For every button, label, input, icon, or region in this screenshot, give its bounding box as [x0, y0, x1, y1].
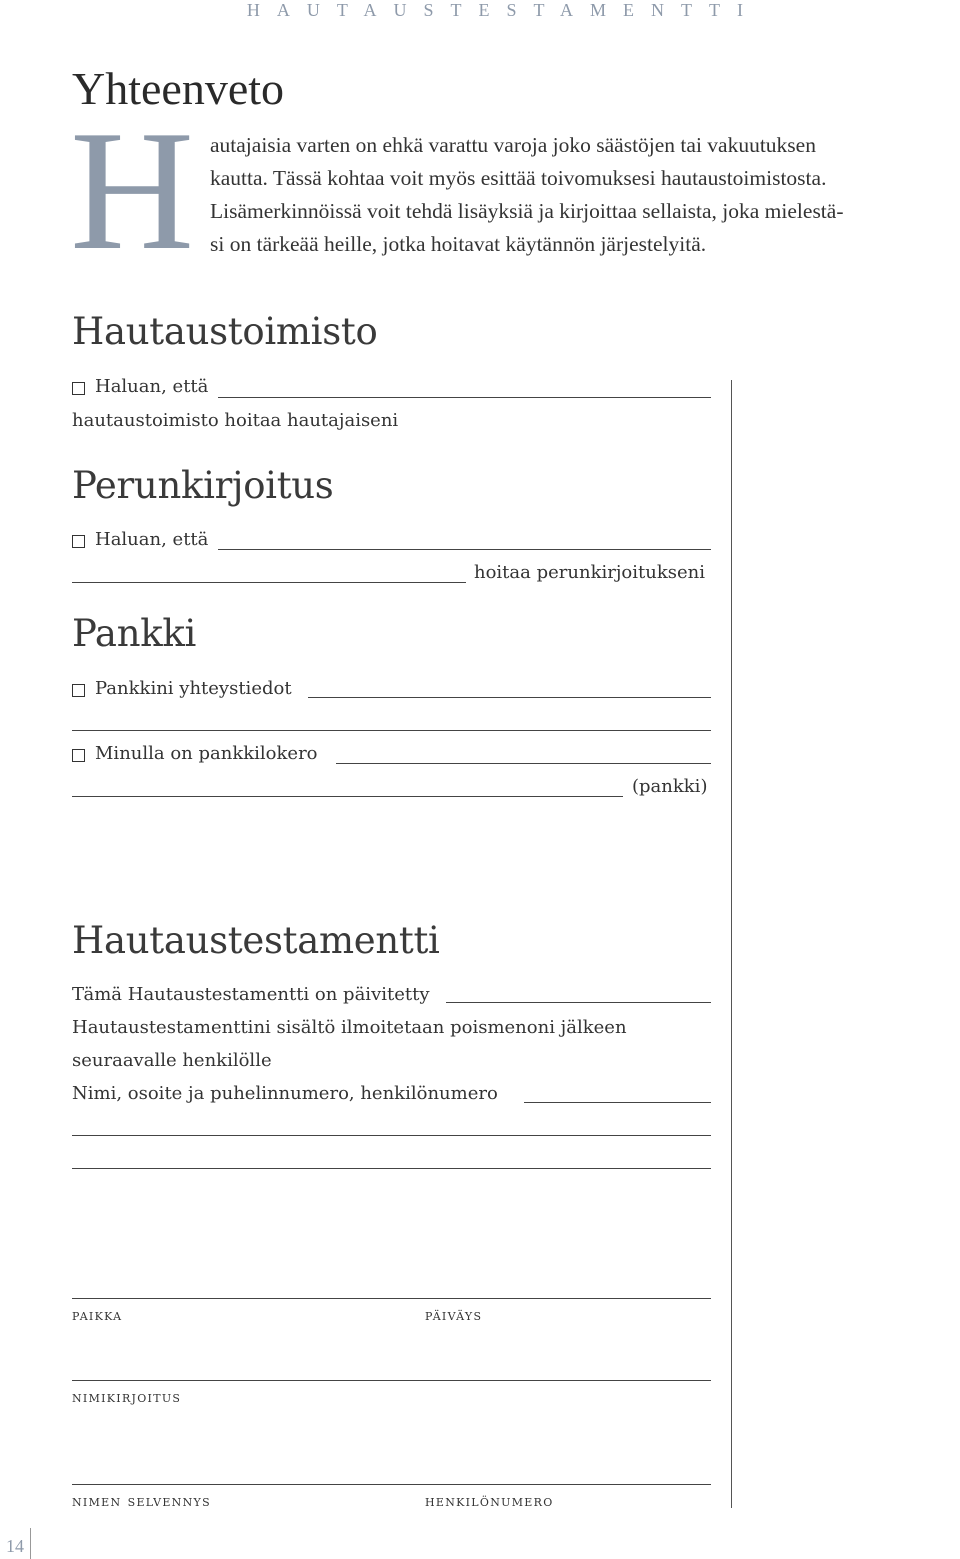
name-id-field[interactable]: [72, 1484, 711, 1485]
date-label: päiväys: [425, 1306, 483, 1324]
page-number: 14: [6, 1536, 24, 1556]
perunkirjoitus-name-field-2[interactable]: [72, 582, 466, 583]
updated-label: Tämä Hautaustestamentti on päivitetty: [72, 984, 430, 1005]
running-head: HAUTAUSTESTAMENTTI: [246, 0, 760, 20]
pankkilokero-checkbox[interactable]: [72, 749, 85, 762]
pankki-contact-label: Pankkini yhteystiedot: [95, 678, 292, 699]
section-heading-perunkirjoitus: Perunkirjoitus: [72, 464, 334, 507]
contact-field-2[interactable]: [72, 1135, 711, 1136]
contact-label: Nimi, osoite ja puhelinnumero, henkilönumero: [72, 1083, 498, 1104]
hautaustoimisto-checkbox-label: Haluan, että: [95, 376, 209, 397]
id-number-label: henkilönumero: [425, 1492, 554, 1510]
page-title: Yhteenveto: [72, 63, 285, 114]
intro-line-4: si on tärkeää heille, jotka hoitavat käytännön järjestelyitä.: [210, 232, 707, 256]
pankki-contact-field-1[interactable]: [308, 697, 711, 698]
pankkilokero-bank-suffix: (pankki): [632, 776, 708, 797]
hautaustoimisto-line-2: hautaustoimisto hoitaa hautajaiseni: [72, 410, 399, 431]
contact-field-1[interactable]: [524, 1102, 711, 1103]
signature-field[interactable]: [72, 1380, 711, 1381]
perunkirjoitus-name-field-1[interactable]: [218, 549, 711, 550]
name-clarification-label: nimen selvennys: [72, 1492, 211, 1510]
perunkirjoitus-suffix: hoitaa perunkirjoitukseni: [474, 562, 705, 583]
margin-rule: [731, 380, 732, 1508]
pankki-contact-field-2[interactable]: [72, 730, 711, 731]
hautaustoimisto-name-field[interactable]: [218, 397, 711, 398]
notify-line-2: seuraavalle henkilölle: [72, 1050, 272, 1071]
intro-line-2: kautta. Tässä kohtaa voit myös esittää toivomuksesi hautaustoimistosta.: [210, 166, 827, 190]
updated-date-field[interactable]: [446, 1002, 711, 1003]
pankkilokero-bank-field[interactable]: [72, 796, 623, 797]
perunkirjoitus-checkbox[interactable]: [72, 535, 85, 548]
intro-line-1: autajaisia varten on ehkä varattu varoja joko säästöjen tai vakuutuksen: [210, 133, 816, 157]
signature-label: nimikirjoitus: [72, 1388, 182, 1406]
place-label: paikka: [72, 1306, 123, 1324]
section-heading-hautaustoimisto: Hautaustoimisto: [72, 310, 378, 353]
notify-line-1: Hautaustestamenttini sisältö ilmoitetaan poismenoni jälkeen: [72, 1017, 627, 1038]
contact-field-3[interactable]: [72, 1168, 711, 1169]
perunkirjoitus-checkbox-label: Haluan, että: [95, 529, 209, 550]
place-date-field[interactable]: [72, 1298, 711, 1299]
pankki-contact-checkbox[interactable]: [72, 684, 85, 697]
drop-cap: H: [70, 96, 195, 286]
section-heading-pankki: Pankki: [72, 612, 196, 655]
section-heading-hautaustestamentti: Hautaustestamentti: [72, 919, 440, 962]
hautaustoimisto-checkbox[interactable]: [72, 382, 85, 395]
pankkilokero-label: Minulla on pankkilokero: [95, 743, 318, 764]
page-number-divider: [30, 1528, 31, 1559]
intro-line-3: Lisämerkinnöissä voit tehdä lisäyksiä ja kirjoittaa sellaista, joka mielestä-: [210, 199, 844, 223]
pankkilokero-field-1[interactable]: [336, 763, 711, 764]
